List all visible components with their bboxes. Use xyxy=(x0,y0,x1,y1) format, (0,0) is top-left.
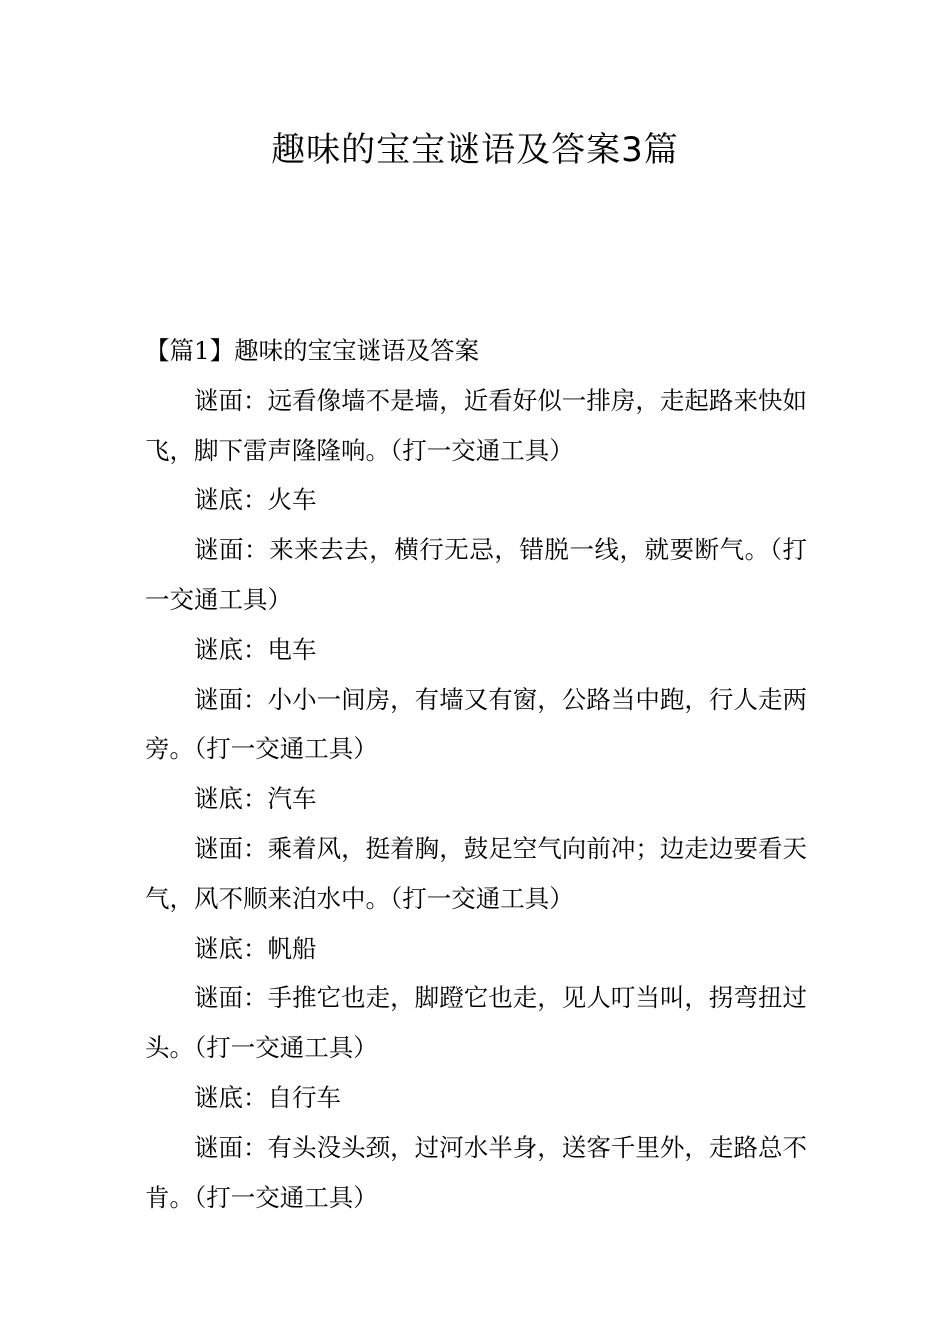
riddle-question: 谜面：远看像墙不是墙，近看好似一排房，走起路来快如飞，脚下雷声隆隆响。（打一交通工具） xyxy=(145,385,807,465)
riddle-question: 谜面：乘着风，挺着胸，鼓足空气向前冲；边走边要看天气，风不顺来泊水中。（打一交通工具） xyxy=(145,833,807,913)
riddle-question: 谜面：来来去去，横行无忌，错脱一线，就要断气。（打一交通工具） xyxy=(145,535,807,614)
section-heading: 【篇1】趣味的宝宝谜语及答案 xyxy=(145,336,480,365)
document-title: 趣味的宝宝谜语及答案3篇 xyxy=(271,130,679,170)
riddle-question: 谜面：有头没头颈，过河水半身，送客千里外，走路总不肯。（打一交通工具） xyxy=(145,1132,807,1212)
riddle-answer: 谜底：自行车 xyxy=(194,1082,341,1112)
riddle-answer: 谜底：电车 xyxy=(194,634,317,664)
riddle-answer: 谜底：火车 xyxy=(194,485,317,515)
riddle-question: 谜面：手推它也走，脚蹬它也走，见人叮当叫，拐弯扭过头。（打一交通工具） xyxy=(145,983,807,1063)
document-body xyxy=(145,326,807,1222)
riddle-answer: 谜底：汽车 xyxy=(194,784,317,814)
riddle-question: 谜面：小小一间房，有墙又有窗，公路当中跑，行人走两旁。（打一交通工具） xyxy=(145,684,807,764)
riddle-answer: 谜底：帆船 xyxy=(194,933,317,963)
